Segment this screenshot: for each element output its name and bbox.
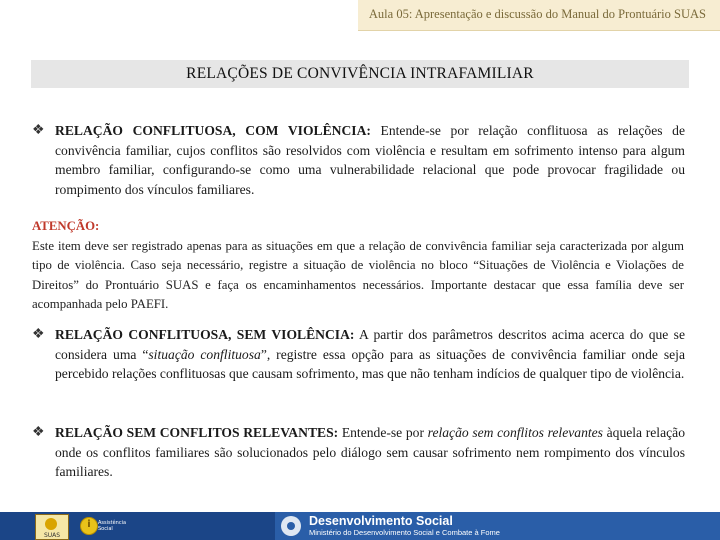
suas-logo (35, 514, 69, 540)
item-heading: RELAÇÃO CONFLITUOSA, SEM VIOLÊNCIA: (55, 327, 355, 342)
item-text: Entende-se por (338, 425, 428, 440)
footer-logos (0, 512, 275, 540)
item-italic: relação sem conflitos relevantes (427, 425, 603, 440)
item-conflict-no-violence (55, 325, 685, 384)
attention-block (32, 217, 684, 315)
item-italic: situação conflituosa (148, 346, 261, 362)
item-text: A partir dos parâmetros descritos acima acerca do que se considera uma “ (55, 327, 685, 362)
ministry-emblem-icon (281, 516, 301, 536)
assistance-logo-label: Assistência Social (98, 520, 127, 532)
item-heading: RELAÇÃO SEM CONFLITOS RELEVANTES: (55, 425, 339, 440)
attention-label: ATENÇÃO: (32, 219, 100, 233)
brand-title: Desenvolvimento Social (309, 514, 453, 528)
sun-icon (45, 518, 57, 530)
item-text: Entende-se por relação conflituosa as relações de convivência familiar, cujos conflitos são resolvidos com violência e resultam em sofrimento intenso para algum membro familiar, configurando-se como uma vulnerabilidade relacional que pode provocar fragilidade ou rompimento dos vínculos familiares. (55, 123, 685, 197)
item-text: ”, registre essa opção para as situações de convivência familiar onde seja percebido relações conflituosas que causam sofrimento, mas que não tenham indícios de qualquer tipo de violência. (55, 346, 685, 381)
item-heading: RELAÇÃO CONFLITUOSA, COM VIOLÊNCIA: (55, 123, 371, 138)
brand-subtitle: Ministério do Desenvolvimento Social e Combate à Fome (309, 528, 500, 537)
page-title: RELAÇÕES DE CONVIVÊNCIA INTRAFAMILIAR (186, 65, 534, 82)
suas-logo-text: SUAS (43, 532, 61, 539)
title-bar (31, 60, 689, 88)
diamond-bullet-icon: ❖ (32, 122, 45, 138)
item-no-conflict (55, 423, 685, 482)
lesson-subtitle: Aula 05: Apresentação e discussão do Manual do Prontuário SUAS (368, 7, 706, 21)
assistance-logo-icon: i (80, 517, 98, 535)
item-conflict-violence (55, 121, 685, 199)
item-text: àquela relação onde os conflitos familiares são solucionados pelo diálogo sem causar sofrimento nem rompimento dos vínculos familiares. (55, 425, 685, 479)
diamond-bullet-icon: ❖ (32, 326, 45, 342)
footer-bar (0, 512, 720, 540)
attention-text: Este item deve ser registrado apenas para as situações em que a relação de convivência familiar seja caracterizada por algum tipo de violência. Caso seja necessário, registre a situação de violência no bloco “Situações de Violência e Violações de Direitos” do Prontuário SUAS e faça os encaminhamentos necessários. Importante destacar que essa família deve ser acompanhada pelo PAEFI. (32, 238, 684, 312)
ministry-brand (275, 512, 720, 540)
header-bar (358, 0, 720, 31)
diamond-bullet-icon: ❖ (32, 424, 45, 440)
